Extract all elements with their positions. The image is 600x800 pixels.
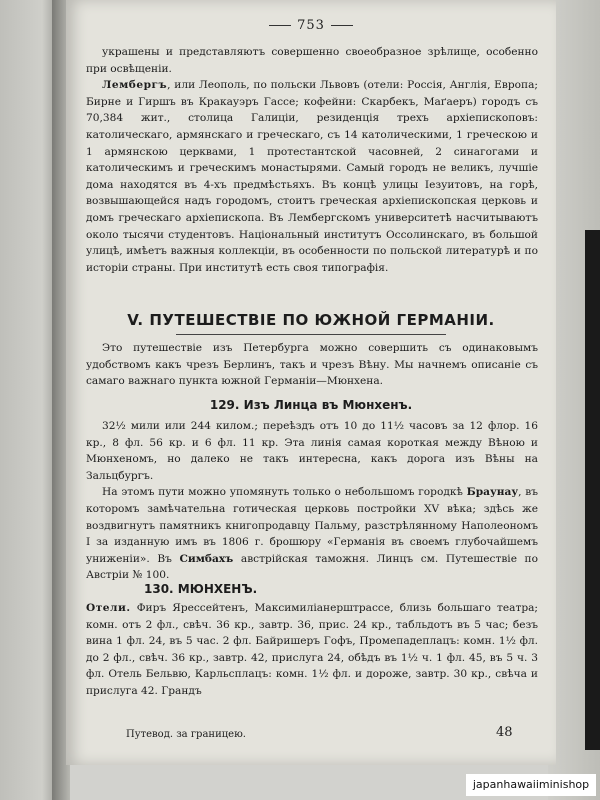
signature-mark: 48 [496,725,513,740]
route129-block [86,418,538,584]
section-title: V. ПУТЕШЕСТВІЕ ПО ЮЖНОЙ ГЕРМАНІИ. [127,311,495,329]
left-page-edge [0,0,60,800]
page-number [66,18,556,33]
route129-p2-mid: , въ которомъ замѣчательна готическая церковь постройки XV вѣка; здѣсь же воздвигнутъ памятникъ книгопродавцу Пальму, разстрѣлянному Наполеономъ I за изданную имъ въ 1806 г. брошюру «Германія въ своемъ глубочайшемъ униженіи». Въ [86,486,538,565]
book-binding [585,230,600,750]
braunau-name: Браунау [466,486,519,499]
section-intro: Это путешествіе изъ Петербурга можно совершить съ одинаковымъ удобствомъ какъ чрезъ Берлинъ, такъ и чрезъ Вѣну. Мы начнемъ описаніе съ самаго важнаго пункта южной Германіи—Мюнхена. [86,342,538,388]
munich-paragraph [86,600,538,700]
lemberg-block [86,44,538,276]
route129-title: 129. Изъ Линца въ Мюнхенъ. [209,398,413,412]
route129-para2 [86,484,538,584]
book-page [66,0,556,765]
lemberg-text: , или Леополь, по польски Львовъ (отели: Россія, Англія, Европа; Бирне и Гиршъ въ Кракауэръ Гассе; кофейни: Скарбекъ, Маґаеръ) городъ съ 70,384 жит., столица Галиціи, резиденція трехъ архіепископовъ: католическаго, армянскаго и греческаго, съ 14 католическими, 1 греческою и 1 армянскою церквами, 1 протестантской часовней, 2 синагогами и католическимъ и греческимъ монастырями. Самый городъ не великъ, лучшіе дома находятся въ 4-хъ предмѣстьяхъ. Въ концѣ улицы Іезуитовъ, на горѣ, возвышающейся надъ городомъ, стоитъ греческая архіепископская церковь и домъ греческаго архіепископа. Въ Лембергскомъ университетѣ насчитываютъ около тысячи студентовъ. Національный институтъ Оссолинскаго, въ большой улицѣ, имѣетъ важныя коллекціи, въ особенности по польской литературѣ и по исторіи страны. При институтѣ есть своя типографія. [86,79,538,274]
route129-p2-end: австрійская таможня. Линцъ см. Путешествіе по Австріи № 100. [86,552,538,582]
lemberg-paragraph [86,77,538,276]
simbach-name: Симбахъ [179,552,234,565]
lemberg-head: Лембергъ [102,79,168,92]
section-intro-block [86,340,538,390]
munich-title: 130. МЮНХЕНЪ. [144,582,258,596]
footer-title: Путевод. за границею. [126,729,246,740]
route129-p2-start: На этомъ пути можно упомянуть только о небольшомъ городкѣ [102,486,467,499]
intro-paragraph: украшены и представляютъ совершенно своеобразное зрѣлище, особенно при освѣщеніи. [86,46,538,75]
route129-para1: 32½ мили или 244 килом.; переѣздъ отъ 10 до 11½ часовъ за 12 флор. 16 кр., 8 фл. 56 кр. и 6 фл. 11 кр. Эта линія самая короткая между Вѣною и Мюнхеномъ, но далеко не такъ интересна, какъ дорога изъ Вѣны на Зальцбургъ. [86,420,538,482]
page-number-text: 753 [297,18,325,33]
watermark-label: japanhawaiiminishop [466,774,596,796]
munich-text: Фиръ Ярессейтенъ, Максимиліанерштрассе, близь большаго театра; комн. отъ 2 фл., свѣч. 36 кр., завтр. 36, прис. 24 кр., табльдотъ въ 5 час; безъ вина 1 фл. 24, въ 5 час. 2 фл. Байришеръ Гофъ, Промепадеплацъ: комн. 1½ фл. до 2 фл., свѣч. 36 кр., завтр. 42, прислуга 24, обѣдъ въ 1½ ч. 1 фл. 45, въ 5 ч. 3 фл. Отель Бельвю, Карльсплацъ: комн. 1½ фл. и дороже, завтр. 30 кр., свѣча и прислуга 42. Грандъ [86,602,538,697]
munich-head: Отели. [86,602,131,614]
section-rule [176,334,446,335]
munich-block [86,600,538,700]
